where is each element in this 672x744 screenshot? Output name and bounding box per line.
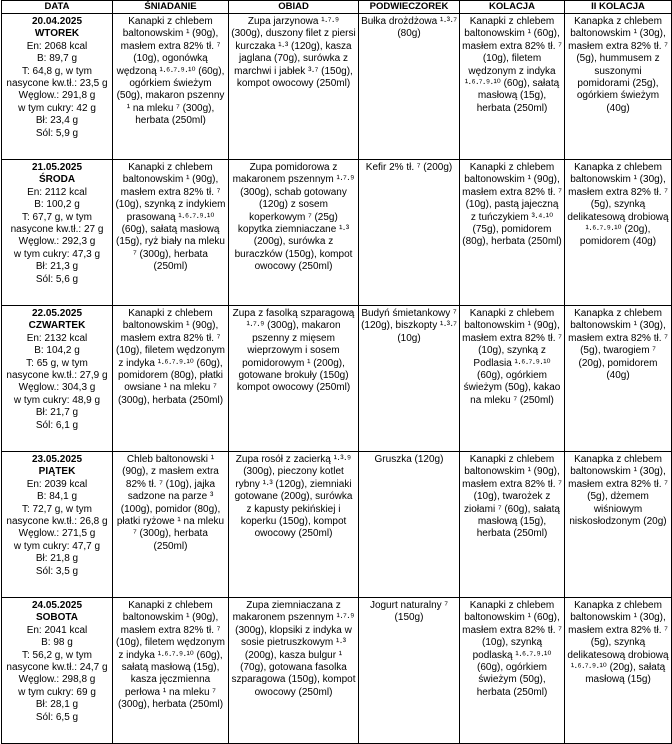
weekday: SOBOTA (35, 612, 79, 624)
stat-sugars: w tym cukry: 48,9 g (13, 394, 101, 406)
weekday: CZWARTEK (28, 320, 86, 332)
day-row (2, 14, 672, 160)
date: 20.04.2025 (31, 16, 83, 27)
day-row (2, 452, 672, 598)
stat-fat: T: 56,2 g, w tym nasycone kw.tł.: 24,7 g (6, 649, 108, 674)
lunch-cell: Zupa pomidorowa z makaronem pszennym ¹·⁷·⁹ (300g), schab gotowany (120g) z sosem koperkowym ⁷ (25g) kopytka ziemniaczane ¹·³ (200g), surówka z buraczków (150g), kompot owocowy (250ml) (229, 160, 359, 306)
stat-carbs: Węglow.: 304,3 g (18, 382, 96, 394)
dinner-cell: Kanapki z chlebem baltonowskim ¹ (90g), masłem extra 82% tł. ⁷ (10g), szynką z Podlasia ¹·⁶·⁷·⁹·¹⁰ (60g), ogórkiem świeżym (50g), kakao na mleku ⁷ (250ml) (460, 306, 565, 452)
stat-protein: B: 98 g (41, 637, 73, 649)
stat-energy: En: 2068 kcal (26, 40, 88, 52)
stat-fiber: Bł: 23,4 g (35, 115, 79, 127)
header-breakfast: ŚNIADANIE (113, 1, 229, 14)
dinner-cell: Kanapki z chlebem baltonowskim ¹ (60g), masłem extra 82% tł. ⁷ (10g), szynką podlaską ¹·⁶·⁷·⁹·¹⁰ (60g), ogórkiem świeżym (50g), herbata (250ml) (460, 598, 565, 744)
date-cell (2, 598, 113, 744)
breakfast-cell: Kanapki z chlebem baltonowskim ¹ (90g), masłem extra 82% tł. ⁷ (10g), szynką z indykiem prasowaną ¹·⁶·⁷·⁹·¹⁰ (60g), sałatą masłową (15g), ryż biały na mleku ⁷ (300g), herbata (250ml) (113, 160, 229, 306)
breakfast-cell: Kanapki z chlebem baltonowskim ¹ (90g), masłem extra 82% tł. ⁷ (10g), ogonówką wędzoną ¹·⁶·⁷·⁹·¹⁰ (60g), ogórkiem świeżym (50g), makaron pszenny ¹ na mleku ⁷ (300g), herbata (250ml) (113, 14, 229, 160)
header-dinner: KOLACJA (460, 1, 565, 14)
stat-fat: T: 65 g, w tym nasycone kw.tł.: 27,9 g (6, 357, 108, 382)
stat-fiber: Bł: 21,8 g (35, 553, 79, 565)
header-row (2, 1, 672, 14)
stat-protein: B: 100,2 g (34, 199, 80, 211)
date: 21.05.2025 (31, 162, 83, 173)
stat-carbs: Węglow.: 292,3 g (18, 236, 96, 248)
lunch-cell: Zupa z fasolką szparagową ¹·⁷·⁹ (300g), makaron pszenny z mięsem wieprzowym i sosem pomidorowym ¹ (200g), gotowane brokuły (150g) kompot owocowy (250ml) (229, 306, 359, 452)
stat-salt: Sól: 5,9 g (35, 127, 79, 139)
stat-salt: Sól: 6,5 g (35, 711, 79, 723)
snack-cell: Gruszka (120g) (359, 452, 460, 598)
stat-fat: T: 67,7 g, w tym nasycone kw.tł.: 27 g (10, 211, 104, 236)
header-date: DATA (2, 1, 113, 14)
stat-salt: Sól: 6,1 g (35, 419, 79, 431)
second-dinner-cell: Kanapka z chlebem baltonowskim ¹ (30g), masłem extra 82% tł. ⁷ (5g), dżemem wiśniowym niskosłodzonym (20g) (565, 452, 672, 598)
date-cell (2, 160, 113, 306)
lunch-cell: Zupa jarzynowa ¹·⁷·⁹ (300g), duszony filet z piersi kurczaka ¹·³ (120g), kasza jaglana (70g), surówka z marchwi i jabłek ³·⁷ (150g), kompot owocowy (250ml) (229, 14, 359, 160)
stat-energy: En: 2112 kcal (27, 186, 87, 198)
header-second-dinner: II KOLACJA (565, 1, 672, 14)
stat-fiber: Bł: 21,3 g (35, 261, 79, 273)
weekday: WTOREK (34, 28, 80, 40)
stat-protein: B: 89,7 g (36, 53, 78, 65)
day-row (2, 160, 672, 306)
stat-energy: En: 2132 kcal (26, 332, 88, 344)
snack-cell: Kefir 2% tł. ⁷ (200g) (359, 160, 460, 306)
date: 22.05.2025 (31, 308, 83, 319)
stat-carbs: Węglow.: 291,8 g (18, 90, 96, 102)
stat-energy: En: 2039 kcal (26, 478, 88, 490)
stat-salt: Sól: 3,5 g (35, 565, 79, 577)
lunch-cell: Zupa rosół z zacierką ¹·³·⁹ (300g), pieczony kotlet rybny ¹·³ (120g), ziemniaki gotowane (200g), surówka z kapusty pekińskiej i koperku (150g), kompot owocowy (250ml) (229, 452, 359, 598)
dinner-cell: Kanapki z chlebem baltonowskim ¹ (90g), masłem extra 82% tł. ⁷ (10g), pastą jajeczną z tuńczykiem ³·⁴·¹⁰ (75g), pomidorem (80g), herbata (250ml) (460, 160, 565, 306)
stat-carbs: Węglow.: 298,8 g (18, 674, 96, 686)
stat-carbs: Węglow.: 271,5 g (18, 528, 96, 540)
date: 24.05.2025 (31, 600, 83, 611)
date: 23.05.2025 (31, 454, 83, 465)
day-row (2, 306, 672, 452)
dinner-cell: Kanapki z chlebem baltonowskim ¹ (60g), masłem extra 82% tł. ⁷ (10g), filetem wędzonym z indyka ¹·⁶·⁷·⁹·¹⁰ (60g), sałatą masłową (15g), herbata (250ml) (460, 14, 565, 160)
stat-energy: En: 2041 kcal (26, 624, 88, 636)
stat-fiber: Bł: 21,7 g (35, 407, 79, 419)
header-lunch: OBIAD (229, 1, 359, 14)
snack-cell: Bułka drożdżowa ¹·³·⁷ (80g) (359, 14, 460, 160)
dinner-cell: Kanapki z chlebem baltonowskim ¹ (90g), masłem extra 82% tł. ⁷ (10g), twarożek z ziołami ⁷ (60g), sałatą masłową (15g), herbata (250ml) (460, 452, 565, 598)
stat-protein: B: 104,2 g (34, 345, 80, 357)
second-dinner-cell: Kanapka z chlebem baltonowskim ¹ (30g), masłem extra 82% tł. ⁷ (5g), szynką delikatesową drobiową ¹·⁶·⁷·⁹·¹⁰ (20g), pomidorem (40g) (565, 160, 672, 306)
stat-salt: Sól: 5,6 g (35, 273, 79, 285)
snack-cell: Budyń śmietankowy ⁷ (120g), biszkopty ¹·³·⁷ (10g) (359, 306, 460, 452)
meal-plan-table (1, 0, 672, 744)
day-row (2, 598, 672, 744)
stat-sugars: w tym cukry: 69 g (18, 686, 96, 698)
second-dinner-cell: Kanapka z chlebem baltonowskim ¹ (30g), masłem extra 82% tł. ⁷ (5g), twarogiem ⁷ (20g), pomidorem (40g) (565, 306, 672, 452)
snack-cell: Jogurt naturalny ⁷ (150g) (359, 598, 460, 744)
stat-fat: T: 64,8 g, w tym nasycone kw.tł.: 23,5 g (6, 65, 108, 90)
date-cell (2, 452, 113, 598)
stat-sugars: w tym cukry: 42 g (18, 102, 96, 114)
second-dinner-cell: Kanapka z chlebem baltonowskim ¹ (30g), masłem extra 82% tł. ⁷ (5g), szynką delikatesową drobiową ¹·⁶·⁷·⁹·¹⁰ (20g), sałatą masłową (15g) (565, 598, 672, 744)
breakfast-cell: Kanapki z chlebem baltonowskim ¹ (90g), masłem extra 82% tł. ⁷ (10g), filetem wędzonym z indyka ¹·⁶·⁷·⁹·¹⁰ (60g), sałatą masłową (15g), kasza jęczmienna perłowa ¹ na mleku ⁷ (300g), herbata (250ml) (113, 598, 229, 744)
header-snack: PODWIECZOREK (359, 1, 460, 14)
breakfast-cell: Kanapki z chlebem baltonowskim ¹ (90g), masłem extra 82% tł. ⁷ (10g), filetem wędzonym z indyka ¹·⁶·⁷·⁹·¹⁰ (60g), pomidorem (80g), płatki owsiane ¹ na mleku ⁷ (300g), herbata (250ml) (113, 306, 229, 452)
weekday: ŚRODA (38, 174, 76, 186)
stat-sugars: w tym cukry: 47,7 g (13, 540, 101, 552)
weekday: PIĄTEK (38, 466, 76, 478)
lunch-cell: Zupa ziemniaczana z makaronem pszennym ¹·⁷·⁹ (300g), klopsiki z indyka w sosie pietruszkowym ¹·³ (200g), kasza bulgur ¹ (70g), gotowana fasolka szparagowa (150g), kompot owocowy (250ml) (229, 598, 359, 744)
second-dinner-cell: Kanapka z chlebem baltonowskim ¹ (30g), masłem extra 82% tł. ⁷ (5g), hummusem z suszonymi pomidorami (25g), ogórkiem świeżym (40g) (565, 14, 672, 160)
stat-sugars: w tym cukry: 47,3 g (13, 248, 101, 260)
breakfast-cell: Chleb baltonowski ¹ (90g), z masłem extra 82% tł. ⁷ (10g), jajka sadzone na parze ³ (100g), pomidor (80g), płatki ryżowe ¹ na mleku ⁷ (300g), herbata (250ml) (113, 452, 229, 598)
stat-fiber: Bł: 28,1 g (35, 699, 79, 711)
date-cell (2, 306, 113, 452)
stat-protein: B: 84,1 g (36, 491, 78, 503)
date-cell (2, 14, 113, 160)
stat-fat: T: 72,7 g, w tym nasycone kw.tł.: 26,8 g (6, 503, 108, 528)
